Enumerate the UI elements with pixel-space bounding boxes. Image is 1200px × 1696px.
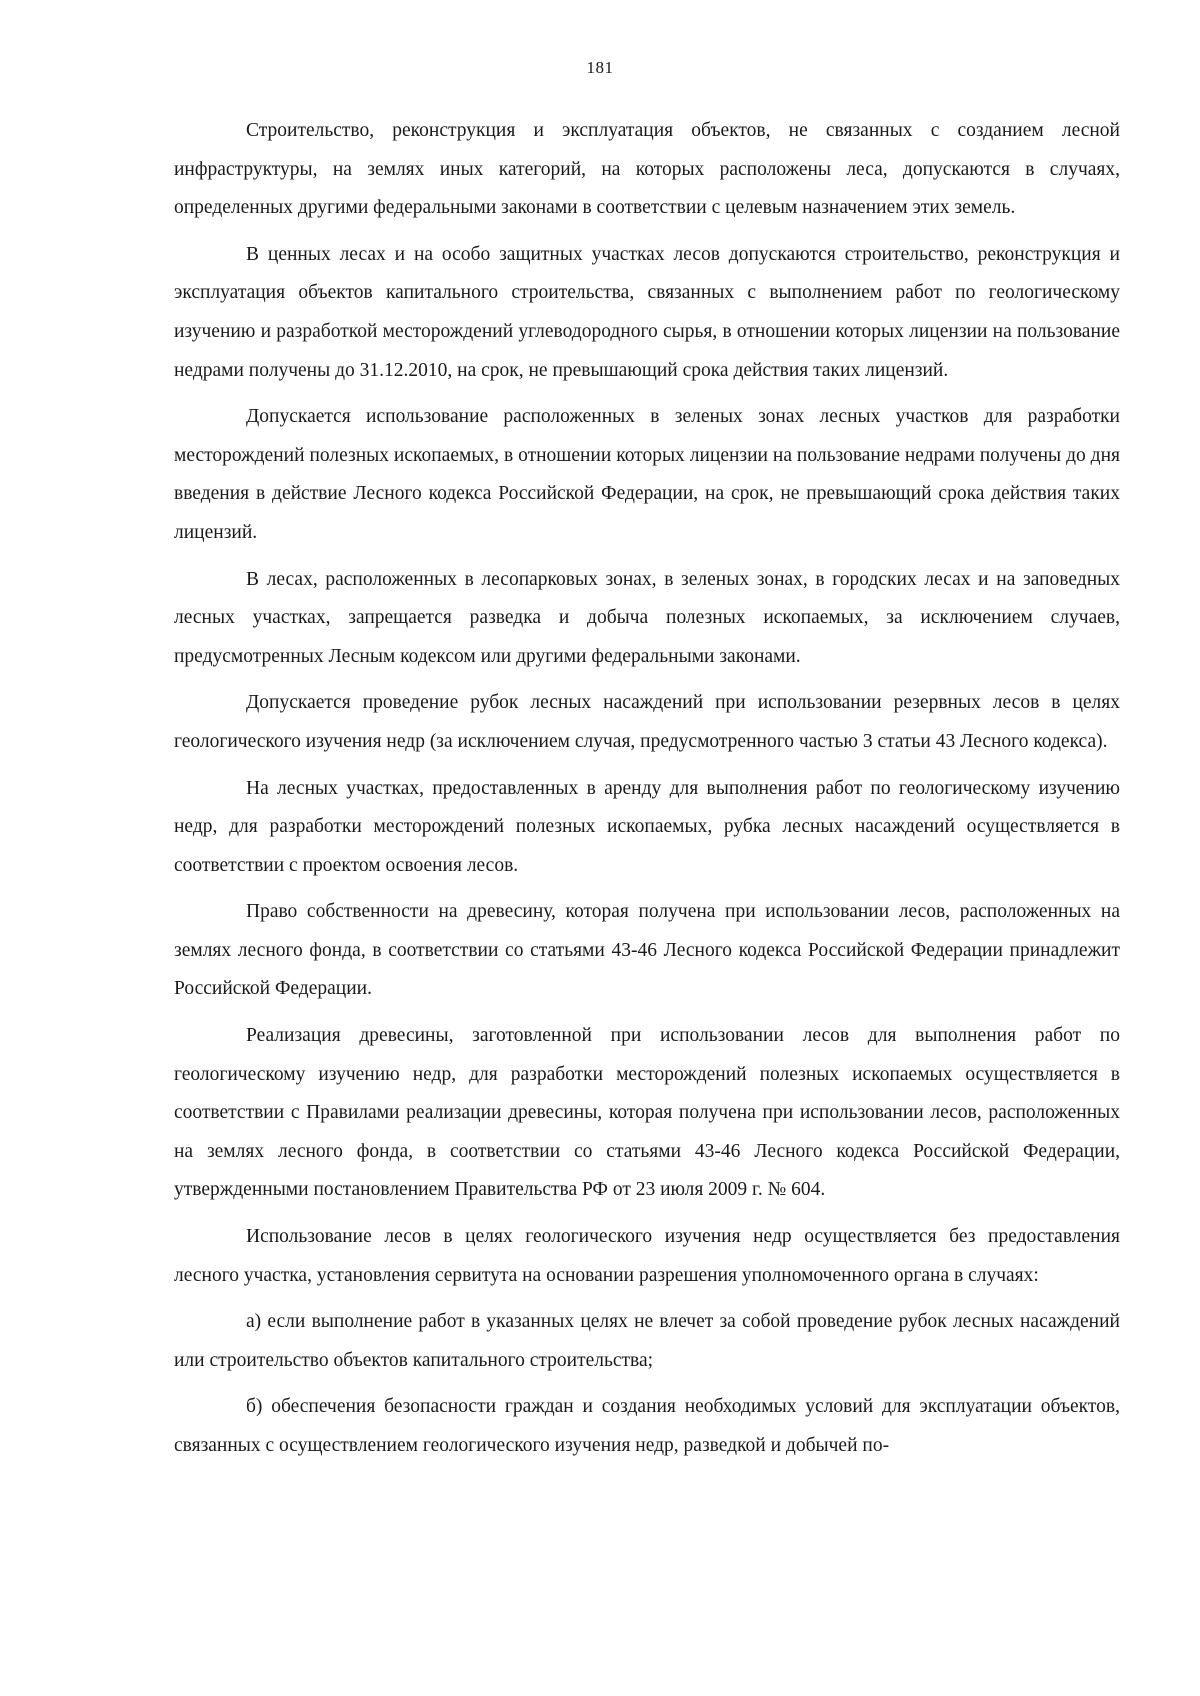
page-number: 181 <box>586 58 614 77</box>
paragraph: Использование лесов в целях геологического изучения недр осуществляется без предоставления лесного участка, установления сервитута на основании разрешения уполномоченного органа в случаях: <box>174 1226 1120 1286</box>
paragraph: В ценных лесах и на особо защитных участках лесов допускаются строительство, реконструкция и эксплуатация объектов капитального строительства, связанных с выполнением работ по геологическому изучению и разработкой месторождений углеводородного сырья, в отношении которых лицензии на пользование недрами получены до 31.12.2010, на срок, не превышающий срока действия таких лицензий. <box>174 243 1120 381</box>
paragraph: Допускается проведение рубок лесных насаждений при использовании резервных лесов в целях геологического изучения недр (за исключением случая, предусмотренного частью 3 статьи 43 Лесного кодекса). <box>174 692 1120 752</box>
paragraph: В лесах, расположенных в лесопарковых зонах, в зеленых зонах, в городских лесах и на заповедных лесных участках, запрещается разведка и добыча полезных ископаемых, за исключением случаев, предусмотренных Лесным кодексом или другими федеральными законами. <box>174 568 1120 667</box>
paragraph: Строительство, реконструкция и эксплуатация объектов, не связанных с созданием лесной инфраструктуры, на землях иных категорий, на которых расположены леса, допускаются в случаях, определенных другими федеральными законами в соответствии с целевым назначением этих земель. <box>174 120 1120 219</box>
list-item-b: б) обеспечения безопасности граждан и создания необходимых условий для эксплуатации объектов, связанных с осуществлением геологического изучения недр, разведкой и добычей по- <box>174 1396 1120 1456</box>
list-item-a: а) если выполнение работ в указанных целях не влечет за собой проведение рубок лесных насаждений или строительство объектов капитального строительства; <box>174 1311 1120 1371</box>
document-body <box>174 112 1120 1474</box>
paragraph: Право собственности на древесину, которая получена при использовании лесов, расположенных на землях лесного фонда, в соответствии со статьями 43-46 Лесного кодекса Российской Федерации принадлежит Российской Федерации. <box>174 901 1120 1000</box>
paragraph: Реализация древесины, заготовленной при использовании лесов для выполнения работ по геологическому изучению недр, для разработки месторождений полезных ископаемых осуществляется в соответствии с Правилами реализации древесины, которая получена при использовании лесов, расположенных на землях лесного фонда, в соответствии со статьями 43-46 Лесного кодекса Российской Федерации, утвержденными постановлением Правительства РФ от 23 июля 2009 г. № 604. <box>174 1025 1120 1201</box>
paragraph: Допускается использование расположенных в зеленых зонах лесных участков для разработки месторождений полезных ископаемых, в отношении которых лицензии на пользование недрами получены до дня введения в действие Лесного кодекса Российской Федерации, на срок, не превышающий срока действия таких лицензий. <box>174 406 1120 543</box>
paragraph: На лесных участках, предоставленных в аренду для выполнения работ по геологическому изучению недр, для разработки месторождений полезных ископаемых, рубка лесных насаждений осуществляется в соответствии с проектом освоения лесов. <box>174 777 1120 876</box>
